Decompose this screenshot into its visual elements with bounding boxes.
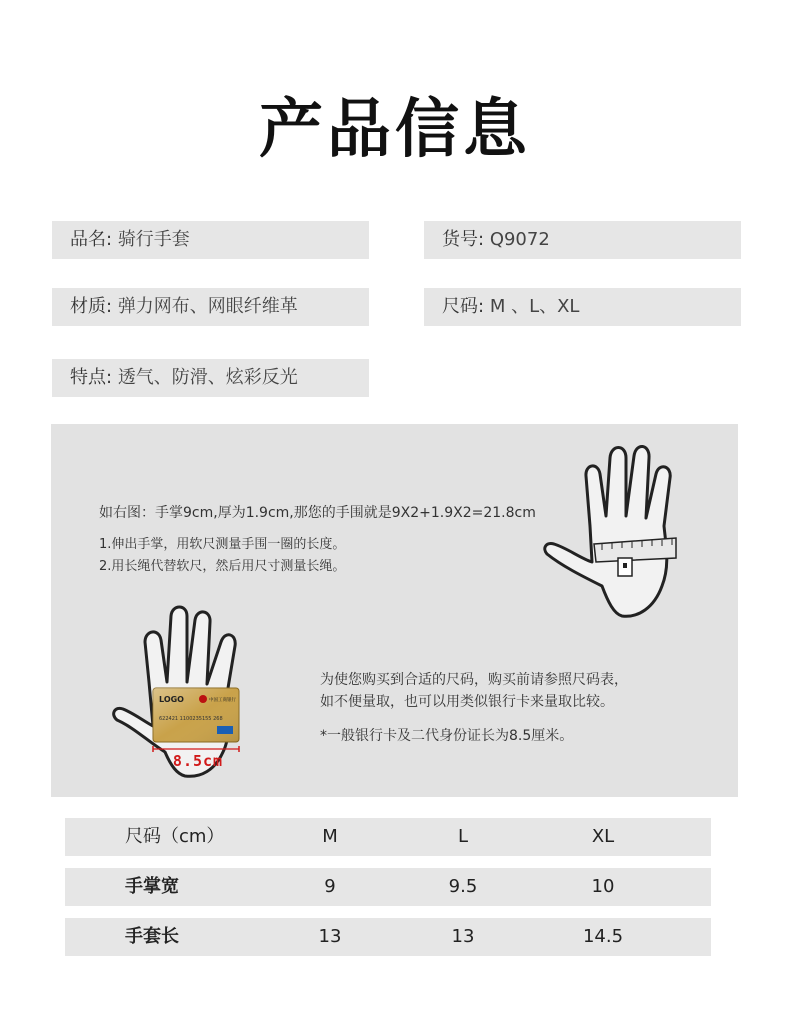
material-value: 弹力网布、网眼纤维革 [117,296,298,317]
item-number-label: 货号: [442,229,485,250]
bank-card [153,688,239,742]
card-number: 622421 1100235155 268 [159,716,223,722]
bank-logo-icon [199,695,207,703]
measure-step-1: 1.伸出手掌，用软尺测量手围一圈的长度。 [99,537,346,552]
page-title: 产品信息 [259,93,531,167]
product-name-value: 骑行手套 [117,229,190,250]
glove-length-l: 13 [451,926,475,947]
table-row [65,868,711,906]
size-advice-line-2: 如不便量取，也可以用类似银行卡来量取比较。 [320,694,614,710]
palm-width-xl: 10 [591,876,615,897]
glove-length-xl: 14.5 [582,926,624,947]
row-label-palm-width: 手掌宽 [125,876,179,897]
glove-length-m: 13 [318,926,342,947]
size-advice-line-1: 为使您购买到合适的尺码，购买前请参照尺码表， [320,672,628,688]
measurement-guide-panel [51,424,738,797]
row-label-glove-length: 手套长 [125,926,179,947]
product-name-label: 品名: [70,229,113,250]
size-header-xl: XL [591,826,615,847]
item-number-value: Q9072 [489,229,550,250]
info-product-name [52,221,369,259]
info-item-number [424,221,741,259]
measure-step-2: 2.用长绳代替软尺，然后用尺寸测量长绳。 [99,559,346,574]
card-bank-name: 中国工商银行 [209,698,236,703]
material-label: 材质: [70,296,113,317]
size-header-label: 尺码（cm） [125,826,225,847]
card-logo: LOGO [159,695,184,704]
features-value: 透气、防滑、炫彩反光 [117,367,298,388]
hand-with-tape-icon [542,436,702,636]
card-network-icon [217,726,233,734]
info-features [52,359,369,397]
card-length-footnote: *一般银行卡及二代身份证长为8.5厘米。 [320,728,574,744]
palm-width-l: 9.5 [448,876,478,897]
card-length-label: 8.5cm [172,752,224,770]
palm-width-m: 9 [324,876,336,897]
table-row [65,918,711,956]
size-value: M 、L、XL [489,296,580,317]
info-material [52,288,369,326]
size-header-m: M [322,826,338,847]
features-label: 特点: [70,367,113,388]
info-size [424,288,741,326]
size-header-l: L [457,826,469,847]
measure-example-text: 如右图：手掌9cm,厚为1.9cm,那您的手围就是9X2+1.9X2=21.8cm [99,505,536,521]
size-label: 尺码: [442,296,485,317]
size-table-header [65,818,711,856]
